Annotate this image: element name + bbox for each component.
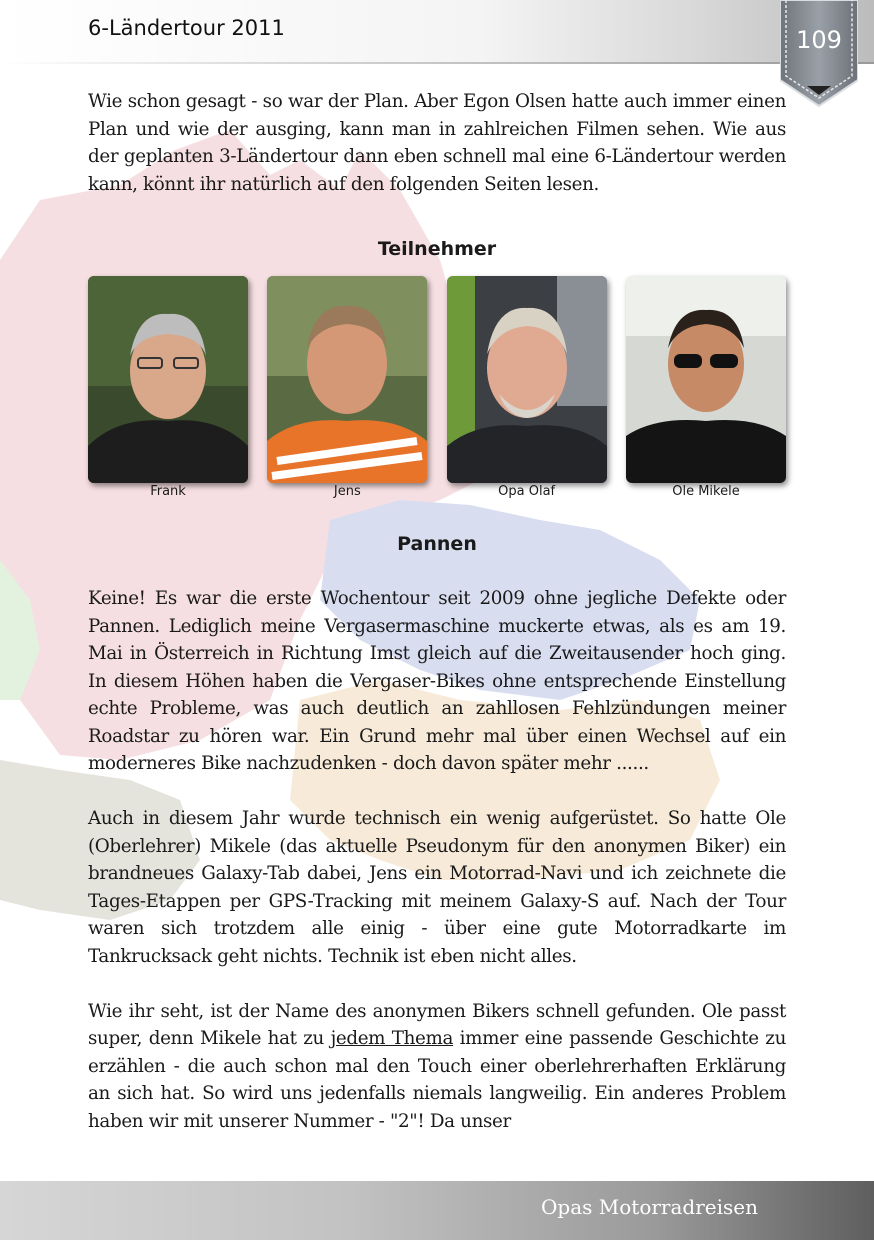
page-content bbox=[88, 88, 786, 1135]
participant-frank bbox=[88, 276, 248, 499]
breakdowns-paragraph-3 bbox=[88, 998, 786, 1136]
paragraph-3-start: Wie ihr seht, ist der Name des anonymen Bikers schnell gefunden. Ole passt super, denn Mikele hat zu bbox=[88, 1000, 786, 1049]
participant-jens bbox=[267, 276, 427, 499]
underlined-phrase: jedem Thema bbox=[330, 1028, 454, 1049]
breakdowns-paragraph-2: Auch in diesem Jahr wurde technisch ein wenig aufgerüstet. So hatte Ole (Oberlehrer) Mikele (das aktuelle Pseudonym für den anonymen Biker) ein brandneues Galaxy-Tab dabei, Jens ein Motorrad-Navi und ich zeichnete die Tages-Etappen per GPS-Tracking mit meinem Galaxy-S auf. Nach der Tour waren sich trotzdem alle einig - über eine gute Motorradkarte im Tankrucksack geht nichts. Technik ist eben nicht alles. bbox=[88, 808, 786, 967]
participant-name-opa-olaf: Opa Olaf bbox=[498, 484, 556, 499]
participant-name-ole-mikele: Ole Mikele bbox=[672, 484, 740, 499]
portrait-photo-jens bbox=[267, 276, 427, 483]
participants-heading: Teilnehmer bbox=[377, 238, 497, 260]
breakdowns-heading: Pannen bbox=[397, 533, 477, 555]
breakdowns-paragraph-1: Keine! Es war die erste Wochentour seit 2009 ohne jegliche Defekte oder Pannen. Lediglich meine Vergasermaschine muckerte etwas, als es am 19. Mai in Österreich in Richtung Imst gleich auf die Zweitausender hoch ging. In diesem Höhen haben die Vergaser-Bikes ohne entsprechende Einstellung echte Probleme, was auch deutlich an zahllosen Fehlzündungen meiner Roadstar zu hören war. Ein Grund mehr mal über einen Wechsel auf ein moderneres Bike nachzudenken - doch davon später mehr ...... bbox=[88, 588, 786, 774]
participant-opa-olaf bbox=[447, 276, 607, 499]
portrait-photo-frank bbox=[88, 276, 248, 483]
page-number: 109 bbox=[796, 26, 842, 54]
participant-ole-mikele bbox=[626, 276, 786, 499]
participant-photo-row bbox=[88, 276, 786, 499]
paragraph-3-end: immer eine passende Geschichte zu erzählen - die auch schon mal den Touch einer oberlehrerhaften Erklärung an sich hat. So wird uns jedenfalls niemals langweilig. Ein anderes Problem haben wir mit unserer Nummer - "2"! Da unser bbox=[88, 1028, 787, 1132]
portrait-photo-ole-mikele bbox=[626, 276, 786, 483]
page-tab-bookmark-icon bbox=[780, 0, 858, 108]
portrait-photo-opa-olaf bbox=[447, 276, 607, 483]
intro-paragraph: Wie schon gesagt - so war der Plan. Aber Egon Olsen hatte auch immer einen Plan und wie der ausging, kann man in zahlreichen Filmen sehen. Wie aus der geplanten 3-Ländertour dann eben schnell mal eine 6-Ländertour werden kann, könnt ihr natürlich auf den folgenden Seiten lesen. bbox=[88, 91, 786, 195]
participant-name-frank: Frank bbox=[150, 484, 186, 499]
participant-name-jens: Jens bbox=[333, 484, 361, 499]
footer-brand: Opas Motorradreisen bbox=[541, 1195, 758, 1219]
running-title: 6-Ländertour 2011 bbox=[88, 16, 285, 40]
